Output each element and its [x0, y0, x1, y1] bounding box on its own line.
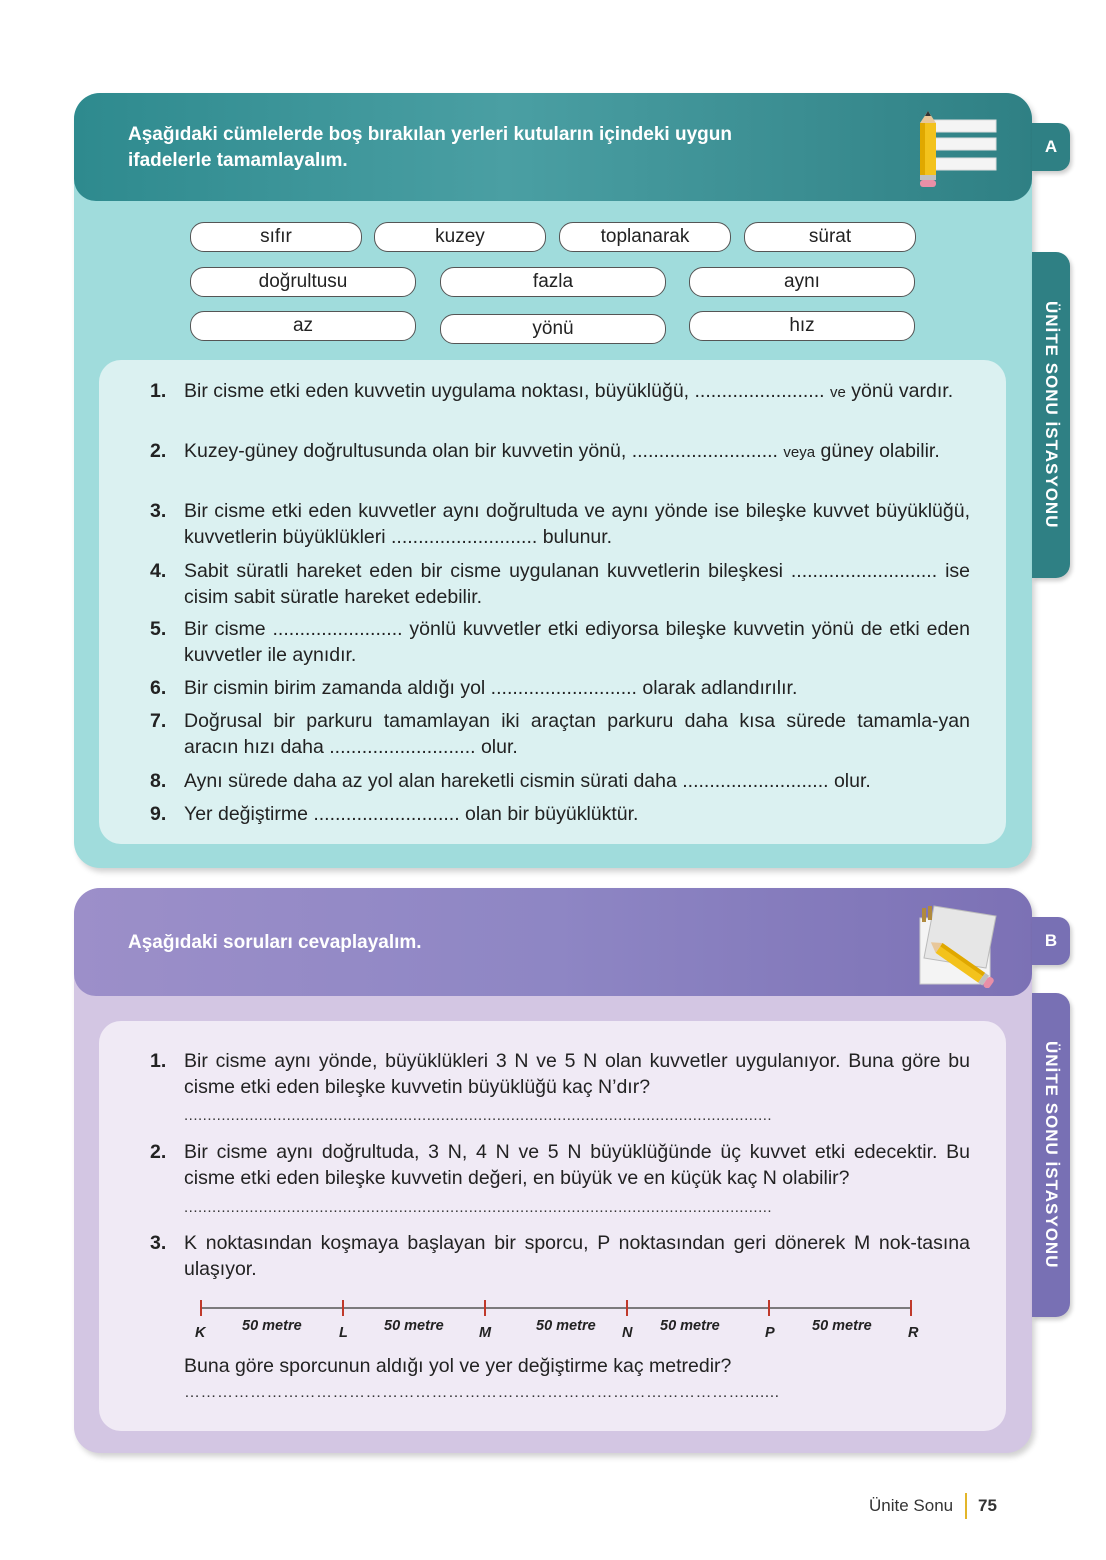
question-text: Bir cisme aynı doğrultuda, 3 N, 4 N ve 5 N büyüklüğünde üç kuvvet etki edecektir. Bu cisme etki eden bileşke kuvvetin değeri, en büyük ve en küçük kaç N olabilir? — [184, 1141, 970, 1189]
question-a-3 — [150, 498, 970, 550]
answer-line: …………………………………………………………………………………………....... — [184, 1384, 780, 1401]
question-text: Bir cisme aynı yönde, büyüklükleri 3 N ve 5 N olan kuvvetler uygulanıyor. Buna göre bu cisme etki eden bileşke kuvvetin büyüklüğü kaç N’dır? — [184, 1050, 970, 1098]
point-label: R — [908, 1325, 919, 1341]
question-text: K noktasından koşmaya başlayan bir sporcu, P noktasından geri dönerek M nok-tasına ulaşıyor. — [184, 1232, 970, 1280]
question-text: Buna göre sporcunun aldığı yol ve yer değiştirme kaç metredir? — [184, 1355, 732, 1377]
segment-label: 50 metre — [660, 1318, 720, 1334]
question-number: 7. — [150, 710, 167, 732]
point-label: N — [622, 1325, 633, 1341]
question-b-1 — [150, 1048, 970, 1100]
question-number: 6. — [150, 677, 167, 699]
side-tab-label: ÜNİTE SONU İSTASYONU — [1042, 1041, 1061, 1269]
question-a-4 — [150, 558, 970, 610]
question-b-2 — [150, 1139, 970, 1191]
question-a-9 — [150, 801, 970, 827]
word-box: hız — [689, 311, 915, 341]
question-number: 2. — [150, 440, 167, 462]
pencil-notes-icon — [912, 103, 1002, 193]
question-text: Yer değiştirme ........................... olan bir büyüklüktür. — [184, 803, 639, 825]
question-number: 3. — [150, 500, 167, 522]
question-a-1 — [150, 378, 970, 406]
question-text: Sabit süratli hareket eden bir cisme uygulanan kuvvetlerin bileşkesi ........................... ise cisim sabit süratle hareket edebilir. — [184, 560, 970, 608]
word-box: az — [190, 311, 416, 341]
word-box: doğrultusu — [190, 267, 416, 297]
segment-label: 50 metre — [242, 1318, 302, 1334]
question-text: Doğrusal bir parkuru tamamlayan iki araçtan parkuru daha kısa sürede tamamla-yan aracın hızı daha ........................... olur. — [184, 710, 970, 758]
question-number: 9. — [150, 803, 167, 825]
question-number: 2. — [150, 1141, 167, 1163]
question-text-small: ve — [829, 384, 846, 401]
segment-label: 50 metre — [384, 1318, 444, 1334]
distance-line-diagram — [190, 1298, 930, 1318]
question-b-3-followup — [150, 1353, 970, 1379]
word-box: aynı — [689, 267, 915, 297]
question-text: Bir cisme etki eden kuvvetin uygulama noktası, büyüklüğü, ........................ — [184, 380, 825, 402]
question-text: Bir cisme ........................ yönlü kuvvetler etki ediyorsa bileşke kuvvetin yönü de etki eden kuvvetler ile aynıdır. — [184, 618, 970, 666]
section-b-side-tab — [1032, 993, 1070, 1317]
question-a-2 — [150, 438, 970, 466]
answer-line: .............................................................................................................................. — [184, 1107, 773, 1124]
question-text: yönü vardır. — [851, 380, 954, 402]
question-b-3 — [150, 1230, 970, 1282]
question-text: Bir cismin birim zamanda aldığı yol ........................... olarak adlandırılır. — [184, 677, 798, 699]
section-b-instruction: Aşağıdaki soruları cevaplayalım. — [128, 932, 422, 953]
question-text: Kuzey-güney doğrultusunda olan bir kuvvetin yönü, ........................... — [184, 440, 778, 462]
question-text: Bir cisme etki eden kuvvetler aynı doğrultuda ve aynı yönde ise bileşke kuvvet büyüklüğü, kuvvetlerin büyüklükleri ........................... bulunur. — [184, 500, 970, 548]
footer-divider — [965, 1493, 967, 1519]
point-label: P — [765, 1325, 775, 1341]
footer-label: Ünite Sonu — [869, 1496, 954, 1515]
question-number: 4. — [150, 560, 167, 582]
word-box: kuzey — [374, 222, 546, 252]
section-a-tab: A — [1032, 123, 1070, 171]
segment-label: 50 metre — [536, 1318, 596, 1334]
question-number: 1. — [150, 1050, 167, 1072]
question-a-6 — [150, 675, 970, 701]
section-a-instruction — [128, 122, 732, 174]
word-box: toplanarak — [559, 222, 731, 252]
answer-line: .............................................................................................................................. — [184, 1199, 773, 1216]
question-a-7 — [150, 708, 970, 760]
word-box: fazla — [440, 267, 666, 297]
question-a-8 — [150, 768, 970, 794]
instruction-line-2: ifadelerle tamamlayalım. — [128, 150, 348, 171]
question-number: 8. — [150, 770, 167, 792]
question-text: güney olabilir. — [820, 440, 940, 462]
section-b-tab: B — [1032, 917, 1070, 965]
question-a-5 — [150, 616, 970, 668]
question-number: 5. — [150, 618, 167, 640]
question-text: Aynı sürede daha az yol alan hareketli cismin sürati daha ........................... olur. — [184, 770, 871, 792]
question-number: 1. — [150, 380, 167, 402]
question-text-small: veya — [783, 444, 816, 461]
word-box: sürat — [744, 222, 916, 252]
question-number: 3. — [150, 1232, 167, 1254]
point-label: L — [339, 1325, 348, 1341]
word-box: yönü — [440, 314, 666, 344]
side-tab-label: ÜNİTE SONU İSTASYONU — [1042, 301, 1061, 529]
section-b-header — [74, 888, 1032, 996]
page-number: 75 — [978, 1496, 997, 1515]
section-a-side-tab — [1032, 252, 1070, 578]
point-label: K — [195, 1325, 206, 1341]
word-box: sıfır — [190, 222, 362, 252]
pencil-paper-icon — [914, 898, 1004, 988]
point-label: M — [479, 1325, 492, 1341]
instruction-line-1: Aşağıdaki cümlelerde boş bırakılan yerleri kutuların içindeki uygun — [128, 124, 732, 145]
segment-label: 50 metre — [812, 1318, 872, 1334]
section-a-header — [74, 93, 1032, 201]
